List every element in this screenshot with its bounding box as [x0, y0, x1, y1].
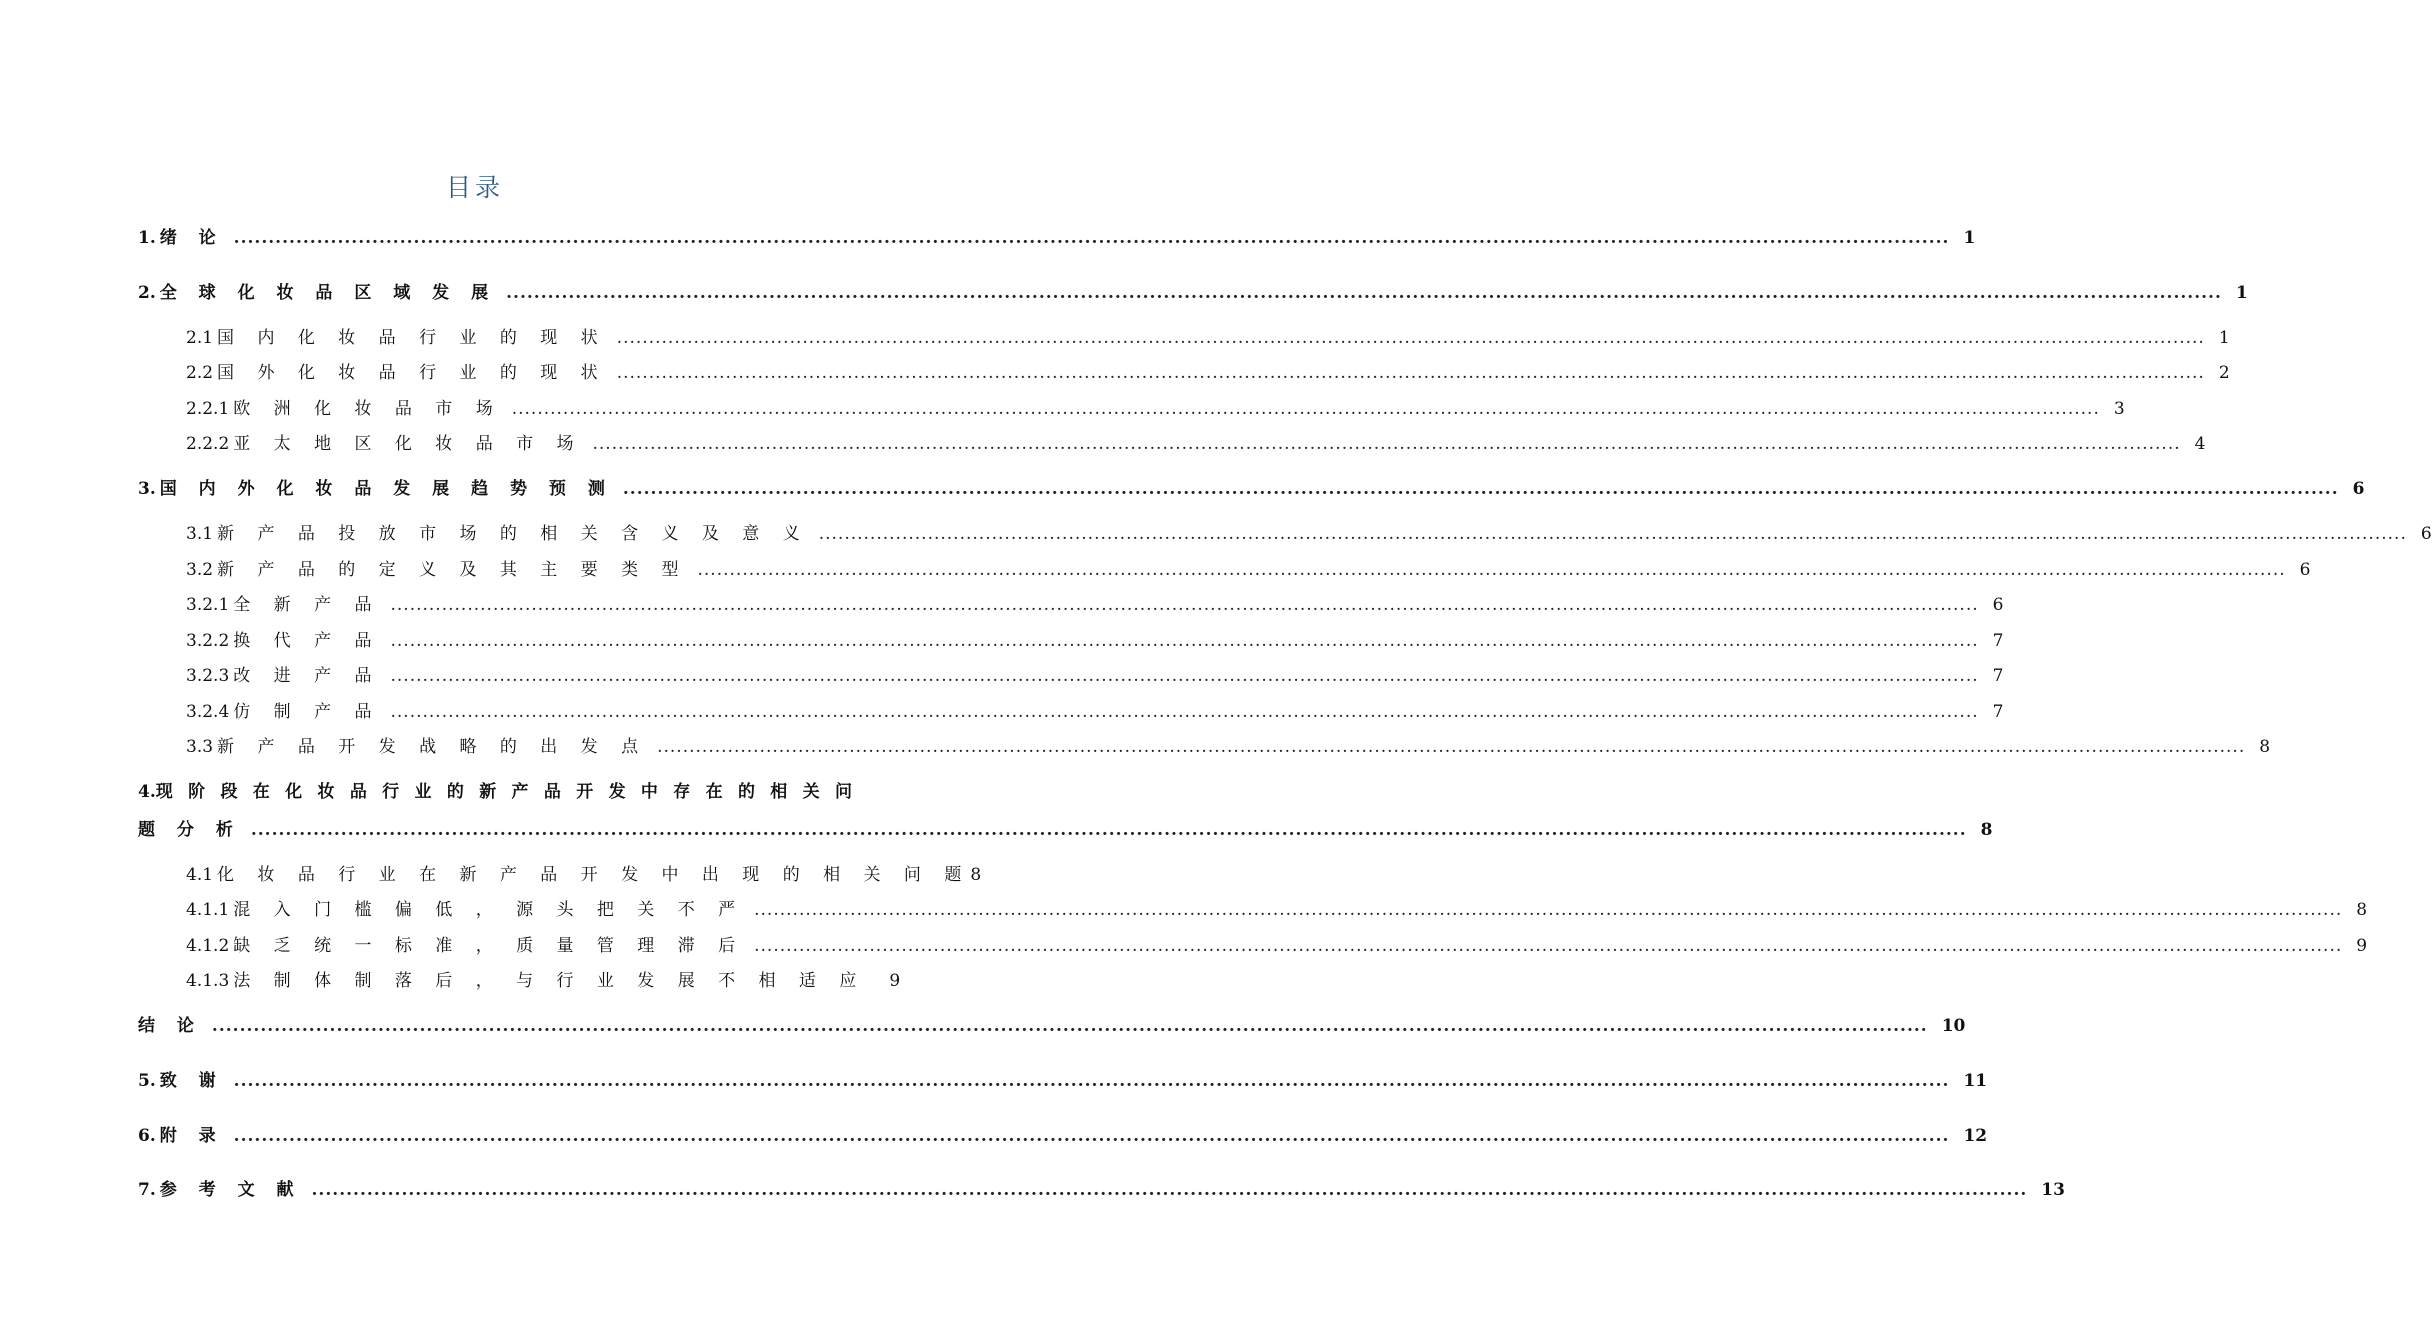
toc-entry-4-1-1[interactable] — [186, 898, 2368, 922]
leader-dots — [698, 558, 2286, 582]
toc-entry-label: 致 谢 — [159, 1071, 224, 1091]
toc-entry-number: 2.2.1 — [186, 399, 230, 419]
toc-entry-page: 9 — [2356, 936, 2368, 956]
toc-entry-1[interactable] — [138, 226, 1976, 250]
toc-entry-2-2[interactable] — [186, 361, 2230, 385]
toc-entry-number: 3.2.1 — [186, 595, 230, 615]
toc-entry-label: 国 内 外 化 妆 品 发 展 趋 势 预 测 — [159, 479, 613, 499]
toc-entry-number: 4.1.1 — [186, 900, 230, 920]
leader-dots — [593, 432, 2181, 456]
toc-entry-page: 6 — [2299, 560, 2311, 580]
toc-entry-conclusion[interactable] — [138, 1014, 1966, 1038]
toc-entry-page: 11 — [1963, 1071, 1988, 1091]
toc-entry-label: 全 新 产 品 — [233, 595, 381, 615]
toc-entry-number: 4. — [138, 782, 156, 802]
toc-entry-label: 全 球 化 妆 品 区 域 发 展 — [159, 283, 497, 303]
toc-entry-number: 2.2 — [186, 363, 214, 383]
toc-entry-number: 5. — [138, 1071, 156, 1091]
toc-entry-page: 8 — [1980, 820, 1993, 840]
toc-entry-4-1[interactable] — [186, 863, 982, 887]
leader-dots — [212, 1014, 1928, 1038]
toc-entry-label: 参 考 文 献 — [159, 1180, 302, 1200]
toc-entry-page: 6 — [1992, 595, 2004, 615]
toc-entry-page: 7 — [1992, 666, 2004, 686]
leader-dots — [390, 593, 1978, 617]
leader-dots — [234, 1124, 1950, 1148]
toc-entry-number: 3.1 — [186, 524, 214, 544]
toc-entry-number: 2.1 — [186, 328, 214, 348]
toc-entry-2-2-2[interactable] — [186, 432, 2206, 456]
leader-dots — [617, 326, 2205, 350]
toc-entry-page: 7 — [1992, 702, 2004, 722]
toc-entry-label: 混 入 门 槛 偏 低 ， 源 头 把 关 不 严 — [233, 900, 745, 920]
toc-entry-3-2-4[interactable] — [186, 700, 2004, 724]
toc-entry-page: 6 — [2420, 524, 2432, 544]
toc-entry-number: 2. — [138, 283, 156, 303]
toc-entry-2-2-1[interactable] — [186, 397, 2125, 421]
toc-entry-label: 欧 洲 化 妆 品 市 场 — [233, 399, 502, 419]
toc-entry-label: 缺 乏 统 一 标 准 ， 质 量 管 理 滞 后 — [233, 936, 745, 956]
toc-entry-page: 1 — [1963, 228, 1976, 248]
toc-entry-page: 8 — [970, 865, 982, 885]
toc-entry-4-1-3[interactable] — [186, 969, 901, 993]
toc-entry-3-2-1[interactable] — [186, 593, 2004, 617]
toc-entry-page: 12 — [1963, 1126, 1988, 1146]
toc-entry-page: 3 — [2113, 399, 2125, 419]
toc-entry-page: 8 — [2259, 737, 2271, 757]
toc-entry-page: 2 — [2218, 363, 2230, 383]
leader-dots — [506, 281, 2222, 305]
toc-entry-page: 1 — [2218, 328, 2230, 348]
toc-entry-label: 新 产 品 投 放 市 场 的 相 关 含 义 及 意 义 — [217, 524, 809, 544]
toc-entry-3-2[interactable] — [186, 558, 2311, 582]
leader-dots — [512, 397, 2100, 421]
toc-entry-page: 8 — [2356, 900, 2368, 920]
toc-entry-number: 4.1 — [186, 865, 214, 885]
leader-dots — [390, 629, 1978, 653]
leader-dots — [234, 1069, 1950, 1093]
toc-entry-label: 亚 太 地 区 化 妆 品 市 场 — [233, 434, 583, 454]
toc-entry-number: 3. — [138, 479, 156, 499]
toc-entry-label: 新 产 品 的 定 义 及 其 主 要 类 型 — [217, 560, 688, 580]
toc-entry-number: 7. — [138, 1180, 156, 1200]
toc-entry-3-2-3[interactable] — [186, 664, 2004, 688]
toc-entry-3[interactable] — [138, 477, 2365, 501]
leader-dots — [754, 934, 2342, 958]
toc-entry-label: 题 分 析 — [138, 820, 241, 840]
toc-entry-7[interactable] — [138, 1178, 2065, 1202]
toc-entry-label: 国 外 化 妆 品 行 业 的 现 状 — [217, 363, 607, 383]
toc-entry-number: 3.3 — [186, 737, 214, 757]
toc-entry-label: 仿 制 产 品 — [233, 702, 381, 722]
toc-entry-label: 绪 论 — [159, 228, 224, 248]
toc-entry-number: 3.2.2 — [186, 631, 230, 651]
leader-dots — [617, 361, 2205, 385]
toc-entry-page: 7 — [1992, 631, 2004, 651]
leader-dots — [819, 522, 2407, 546]
toc-entry-2-1[interactable] — [186, 326, 2230, 350]
toc-entry-number: 3.2.3 — [186, 666, 230, 686]
toc-entry-page: 6 — [2352, 479, 2365, 499]
toc-entry-label: 化 妆 品 行 业 在 新 产 品 开 发 中 出 现 的 相 关 问 题 — [217, 865, 971, 885]
leader-dots — [234, 226, 1950, 250]
leader-dots — [251, 818, 1967, 842]
toc-entry-number: 2.2.2 — [186, 434, 230, 454]
toc-entry-2[interactable] — [138, 281, 2248, 305]
toc-entry-number: 4.1.3 — [186, 971, 230, 991]
toc-entry-5[interactable] — [138, 1069, 1988, 1093]
toc-entry-label: 改 进 产 品 — [233, 666, 381, 686]
toc-entry-4-line1[interactable]: 4.现 阶 段 在 化 妆 品 行 业 的 新 产 品 开 发 中 存 在 的 相 关 问 — [138, 782, 852, 802]
toc-entry-page: 4 — [2194, 434, 2206, 454]
toc-entry-3-1[interactable] — [186, 522, 2432, 546]
page-title: 目录 — [445, 173, 504, 202]
toc-entry-label: 结 论 — [138, 1016, 202, 1036]
toc-entry-number: 1. — [138, 228, 156, 248]
leader-dots — [754, 898, 2342, 922]
leader-dots — [390, 700, 1978, 724]
toc-entry-page: 10 — [1941, 1016, 1966, 1036]
toc-entry-number: 6. — [138, 1126, 156, 1146]
toc-entry-number: 4.1.2 — [186, 936, 230, 956]
toc-entry-page: 9 — [889, 971, 901, 991]
leader-dots — [623, 477, 2339, 501]
toc-entry-label: 新 产 品 开 发 战 略 的 出 发 点 — [217, 737, 648, 757]
toc-entry-page: 1 — [2235, 283, 2248, 303]
toc-entry-4-1-2[interactable] — [186, 934, 2368, 958]
toc-entry-4-line2[interactable] — [138, 818, 1993, 842]
leader-dots — [657, 735, 2245, 759]
toc-entry-number: 3.2.4 — [186, 702, 230, 722]
toc-entry-label: 法 制 体 制 落 后 ， 与 行 业 发 展 不 相 适 应 — [233, 971, 866, 991]
leader-dots — [312, 1178, 2028, 1202]
toc-entry-label: 国 内 化 妆 品 行 业 的 现 状 — [217, 328, 607, 348]
toc-entry-page: 13 — [2041, 1180, 2065, 1200]
leader-dots — [390, 664, 1978, 688]
toc-entry-label: 附 录 — [159, 1126, 224, 1146]
toc-entry-6[interactable] — [138, 1124, 1988, 1148]
toc-entry-3-3[interactable] — [186, 735, 2271, 759]
toc-entry-label: 换 代 产 品 — [233, 631, 381, 651]
toc-entry-3-2-2[interactable] — [186, 629, 2004, 653]
toc-entry-number: 3.2 — [186, 560, 214, 580]
